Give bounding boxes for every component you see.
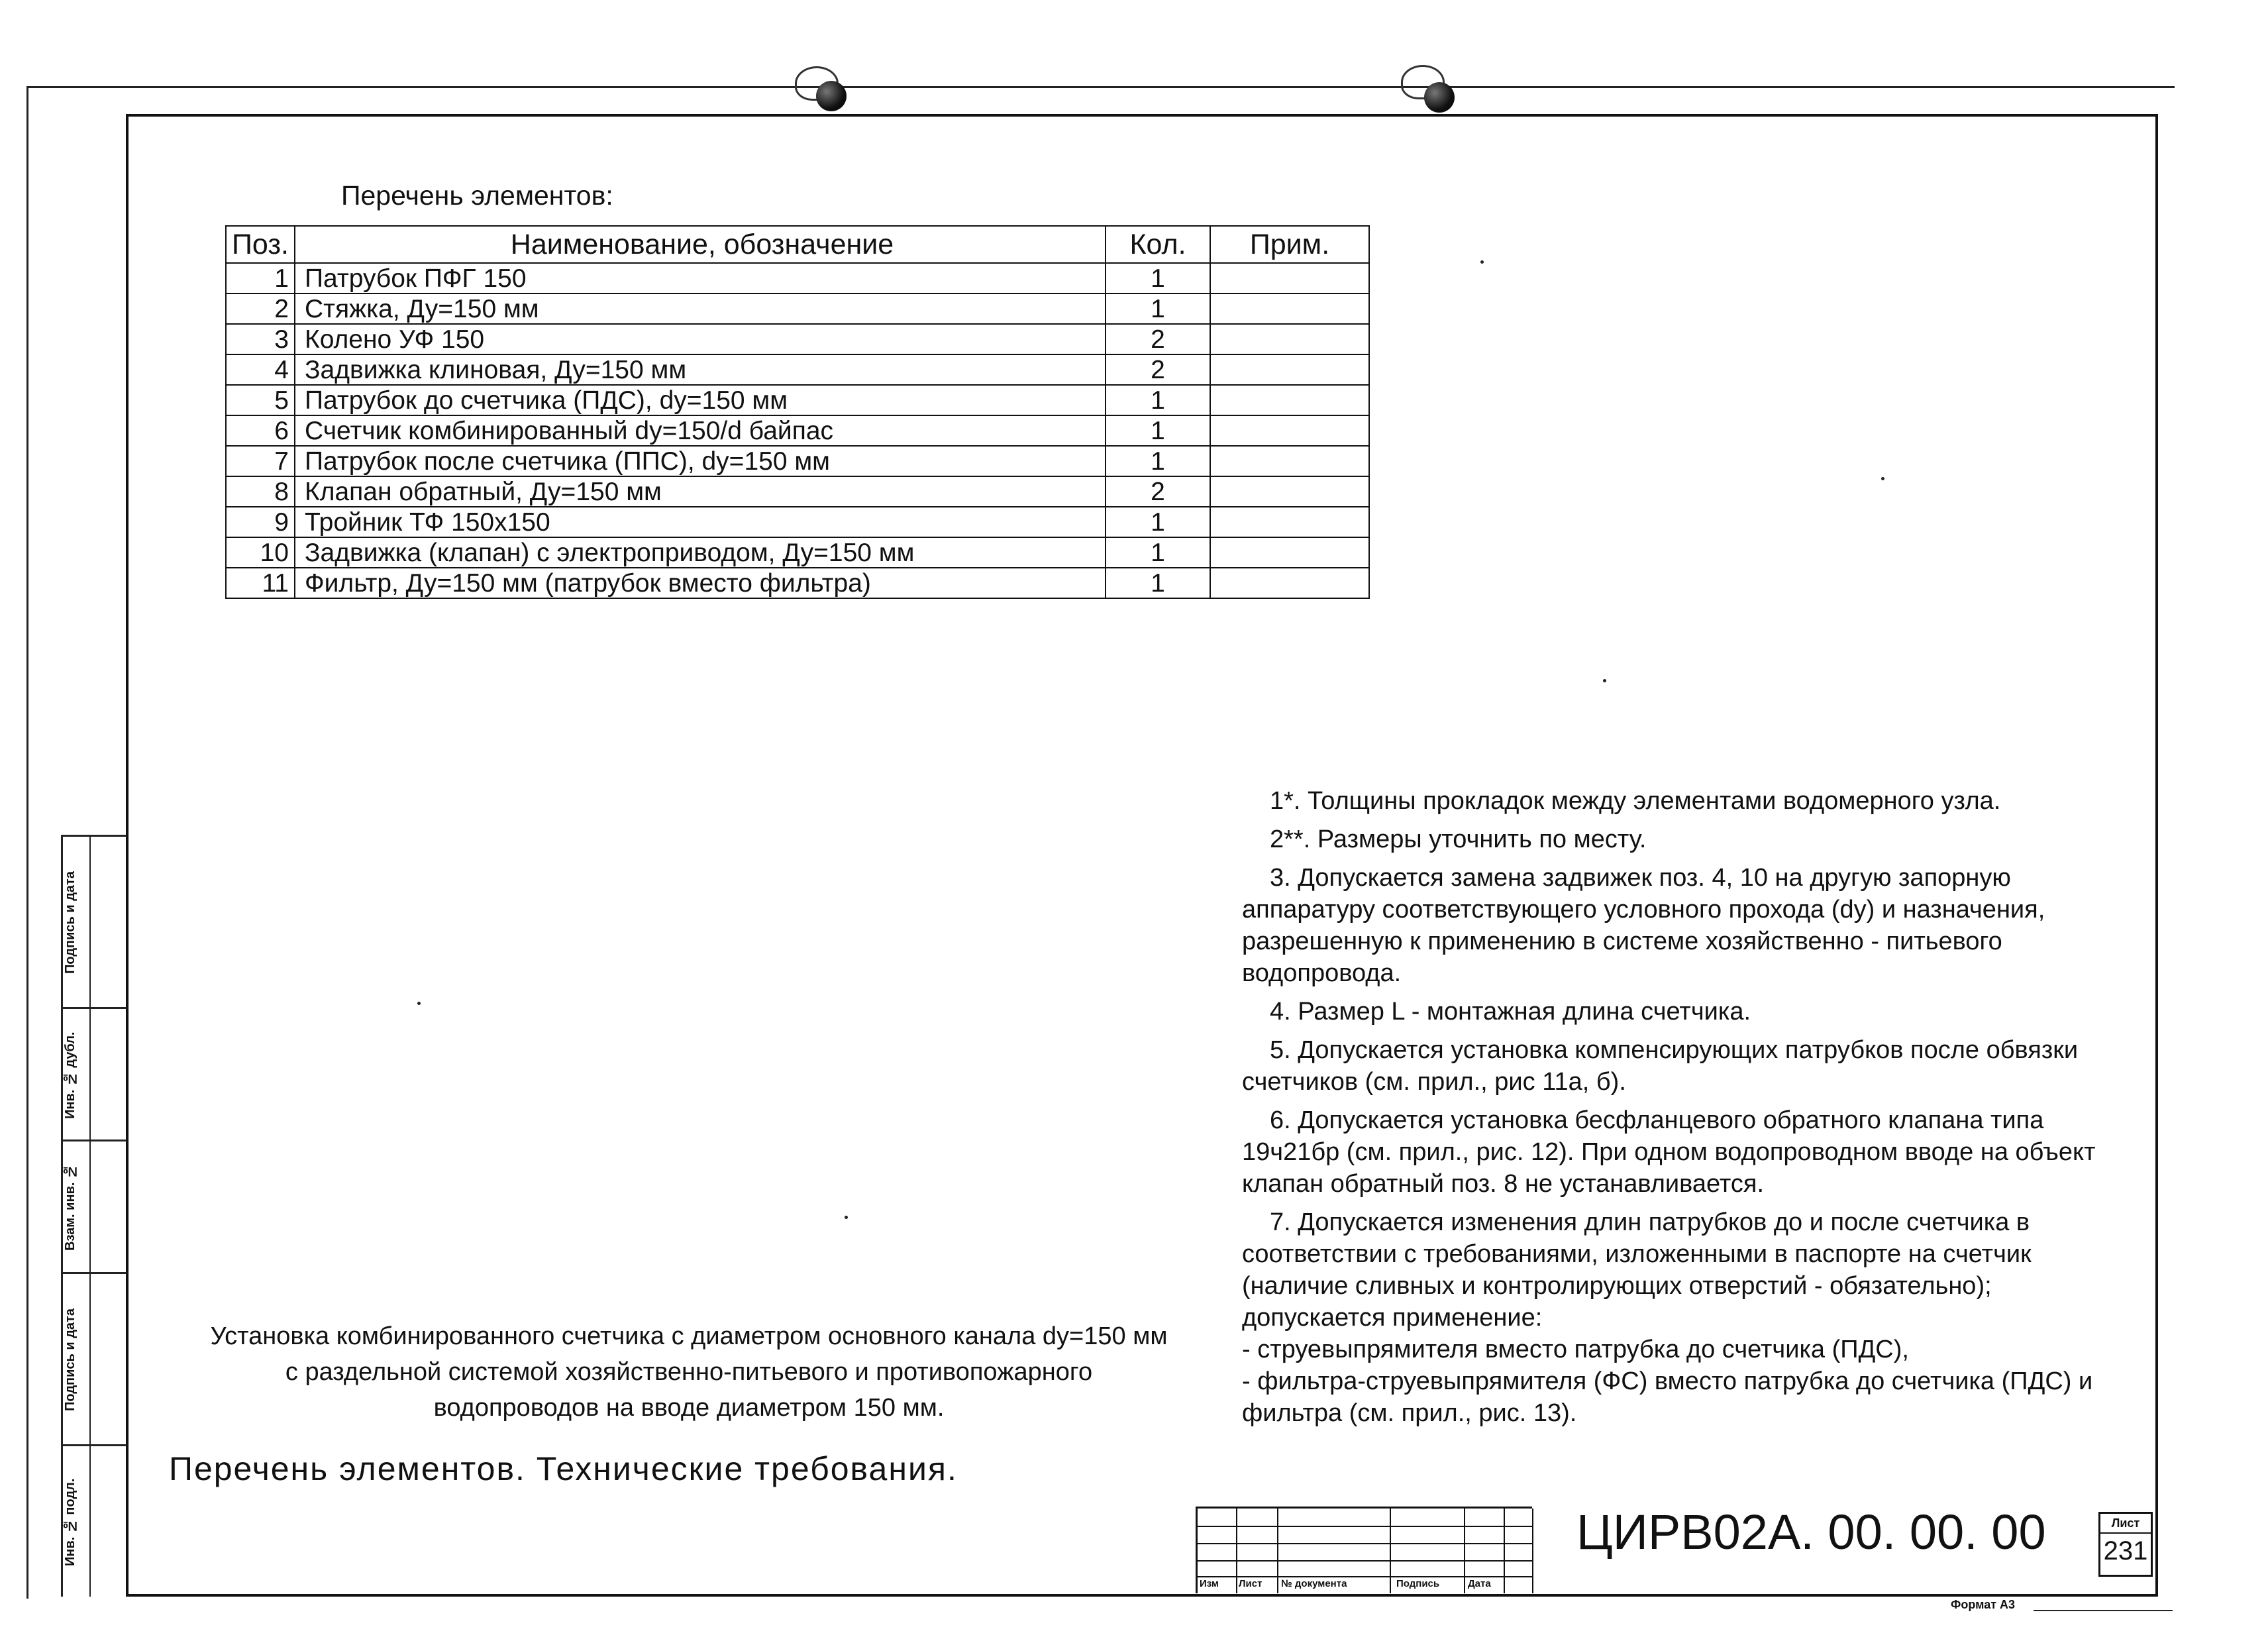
cell-name: Тройник ТФ 150х150: [295, 507, 1106, 537]
cell-pos: 11: [226, 568, 295, 598]
cell-pos: 5: [226, 385, 295, 415]
cell-qty: 2: [1106, 476, 1210, 507]
table-row: [226, 324, 1369, 354]
note-7a: - струевыпрямителя вместо патрубка до счетчика (ПДС),: [1242, 1336, 1909, 1363]
note-5: 5. Допускается установка компенсирующих патрубков после обвязки счетчиков (см. прил., рис 11а, б).: [1242, 1036, 2079, 1096]
cell-note: [1210, 324, 1369, 354]
grid-line: [1277, 1509, 1278, 1593]
col-header-name: Наименование, обозначение: [295, 226, 1106, 263]
note-3: 3. Допускается замена задвижек поз. 4, 10 на другую запорную аппаратуру соответствующего условного прохода (dy) и назначения, разрешенную к применению в системе хозяйственно - питьевого водопровода.: [1242, 864, 2045, 987]
table-row: [226, 568, 1369, 598]
cell-pos: 3: [226, 324, 295, 354]
cell-pos: 8: [226, 476, 295, 507]
list-heading: Перечень элементов:: [341, 180, 613, 211]
note-2: 2**. Размеры уточнить по месту.: [1270, 825, 1647, 853]
table-row: [226, 446, 1369, 476]
cell-note: [1210, 537, 1369, 568]
col-header-note: Прим.: [1210, 226, 1369, 263]
tb-label-date: Дата: [1468, 1578, 1491, 1589]
note-1: 1*. Толщины прокладок между элементами водомерного узла.: [1270, 787, 2001, 815]
tb-label-document: № документа: [1281, 1578, 1347, 1589]
grid-line: [1198, 1560, 1532, 1562]
binder-hole-icon: [1424, 82, 1455, 113]
cell-qty: 1: [1106, 385, 1210, 415]
elements-table: [225, 225, 1370, 599]
sheet-number: 231: [2103, 1536, 2148, 1565]
cell-note: [1210, 263, 1369, 293]
cell-name: Патрубок до счетчика (ПДС), dy=150 мм: [295, 385, 1106, 415]
table-row: [226, 385, 1369, 415]
grid-line: [1198, 1526, 1532, 1527]
grid-line: [1236, 1509, 1237, 1593]
table-row: [226, 476, 1369, 507]
table-row: [226, 354, 1369, 385]
side-cell: [63, 1007, 127, 1141]
cell-pos: 7: [226, 446, 295, 476]
table-header-row: [226, 226, 1369, 263]
cell-qty: 1: [1106, 568, 1210, 598]
cell-qty: 1: [1106, 537, 1210, 568]
grid-line: [1198, 1576, 1532, 1577]
cell-note: [1210, 385, 1369, 415]
grid-line: [1464, 1509, 1465, 1593]
cell-note: [1210, 507, 1369, 537]
table-row: [226, 415, 1369, 446]
cell-pos: 2: [226, 293, 295, 324]
grid-line: [1504, 1509, 1505, 1593]
scan-speck: [1480, 260, 1484, 264]
cell-note: [1210, 415, 1369, 446]
cell-name: Стяжка, Ду=150 мм: [295, 293, 1106, 324]
title-block-grid: [1196, 1507, 1532, 1593]
cell-pos: 9: [226, 507, 295, 537]
cell-note: [1210, 293, 1369, 324]
side-cell: [63, 835, 127, 1009]
cell-note: [1210, 354, 1369, 385]
note-7b: - фильтра-струевыпрямителя (ФС) вместо патрубка до счетчика (ПДС) и фильтра (см. прил., рис. 13).: [1242, 1367, 2093, 1427]
cell-name: Патрубок после счетчика (ППС), dy=150 мм: [295, 446, 1106, 476]
cell-pos: 4: [226, 354, 295, 385]
cell-name: Фильтр, Ду=150 мм (патрубок вместо фильтра): [295, 568, 1106, 598]
table-row: [226, 293, 1369, 324]
side-label-replace-inv: Взам. инв. №: [63, 1164, 77, 1251]
tb-label-sheet: Лист: [1239, 1578, 1263, 1589]
side-label-orig-inv: Инв. № подл.: [63, 1478, 77, 1567]
col-header-qty: Кол.: [1106, 226, 1210, 263]
scan-speck: [417, 1002, 421, 1005]
cell-name: Счетчик комбинированный dy=150/d байпас: [295, 415, 1106, 446]
grid-line: [1198, 1543, 1532, 1544]
document-designation: ЦИРВ02А. 00. 00. 00: [1576, 1505, 2046, 1560]
cell-name: Задвижка клиновая, Ду=150 мм: [295, 354, 1106, 385]
technical-requirements: [1242, 785, 2136, 1436]
cell-qty: 1: [1106, 507, 1210, 537]
sheet-label: Лист: [2100, 1514, 2151, 1534]
cell-pos: 10: [226, 537, 295, 568]
cell-note: [1210, 446, 1369, 476]
sheet-subtitle: Перечень элементов. Технические требования.: [169, 1450, 958, 1487]
grid-line: [1532, 1509, 1533, 1593]
note-6: 6. Допускается установка бесфланцевого обратного клапана типа 19ч21бр (см. прил., рис. 12). При одном водопроводном вводе на объект клапан обратный поз. 8 не устанавливается.: [1242, 1106, 2096, 1198]
side-cell: [63, 1272, 127, 1446]
scan-speck: [845, 1216, 848, 1219]
table-row: [226, 263, 1369, 293]
tb-label-signature: Подпись: [1396, 1578, 1440, 1589]
cell-name: Задвижка (клапан) с электроприводом, Ду=150 мм: [295, 537, 1106, 568]
cell-pos: 6: [226, 415, 295, 446]
cell-qty: 1: [1106, 415, 1210, 446]
scan-speck: [1603, 679, 1606, 682]
side-label-signature-date: Подпись и дата: [63, 871, 77, 975]
side-label-signature-date-2: Подпись и дата: [63, 1308, 77, 1412]
cell-name: Колено УФ 150: [295, 324, 1106, 354]
side-cell: [63, 1444, 127, 1599]
table-row: [226, 507, 1369, 537]
cell-qty: 1: [1106, 293, 1210, 324]
cell-name: Патрубок ПФГ 150: [295, 263, 1106, 293]
side-cell: [63, 1140, 127, 1274]
grid-line: [1390, 1509, 1391, 1593]
caption-line-1: Установка комбинированного счетчика с диаметром основного канала dy=150 мм: [210, 1322, 1168, 1350]
tb-label-change: Изм: [1200, 1578, 1219, 1589]
caption-line-3: водопроводов на вводе диаметром 150 мм.: [433, 1394, 945, 1422]
cell-qty: 1: [1106, 446, 1210, 476]
binder-hole-icon: [816, 81, 847, 111]
col-header-pos: Поз.: [226, 226, 295, 263]
paper-format: Формат А3: [1951, 1598, 2016, 1611]
scan-speck: [1881, 477, 1884, 480]
drawing-caption: [172, 1318, 1206, 1426]
cell-note: [1210, 476, 1369, 507]
note-7: 7. Допускается изменения длин патрубков до и после счетчика в соответствии с требованиями, изложенными в паспорте на счетчик (наличие сливных и контролирующих отверстий - обязательно); допускается применение:: [1242, 1208, 2032, 1332]
cell-note: [1210, 568, 1369, 598]
table-row: [226, 537, 1369, 568]
format-underline: [2034, 1610, 2173, 1611]
cell-pos: 1: [226, 263, 295, 293]
cell-name: Клапан обратный, Ду=150 мм: [295, 476, 1106, 507]
side-label-dup-inv: Инв. № дубл.: [63, 1032, 77, 1119]
cell-qty: 1: [1106, 263, 1210, 293]
note-4: 4. Размер L - монтажная длина счетчика.: [1270, 998, 1751, 1026]
side-stamp-strip: [61, 835, 127, 1597]
cell-qty: 2: [1106, 354, 1210, 385]
cell-qty: 2: [1106, 324, 1210, 354]
sheet-number-box: [2098, 1512, 2153, 1577]
caption-line-2: с раздельной системой хозяйственно-питьевого и противопожарного: [285, 1358, 1093, 1386]
